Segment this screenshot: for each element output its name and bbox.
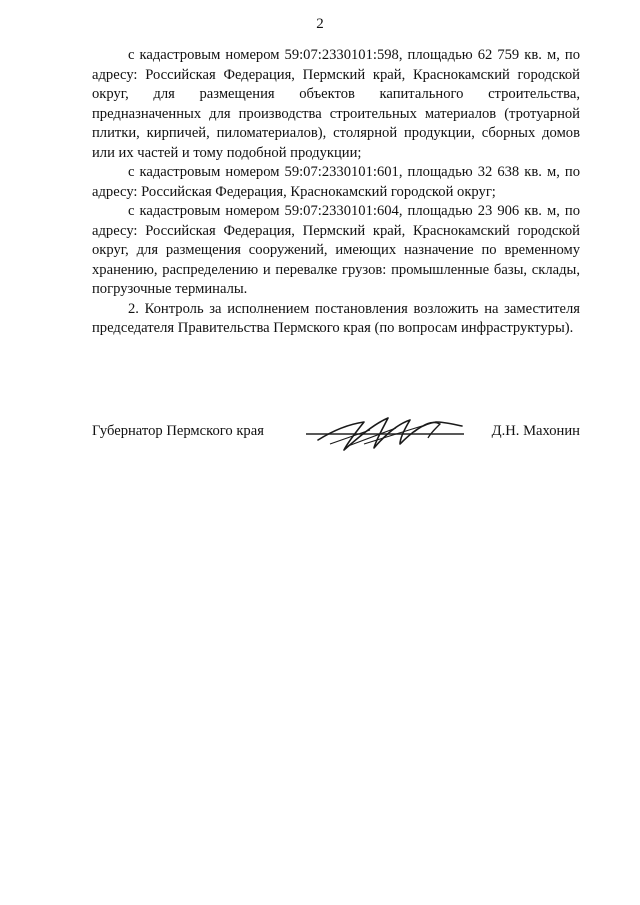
handwritten-signature-icon — [304, 410, 474, 456]
signature-block — [92, 410, 580, 456]
paragraph-parcel-598: с кадастровым номером 59:07:2330101:598, площадью 62 759 кв. м, по адресу: Российская Федерация, Пермский край, Краснокамский городской округ, для размещения объектов капитального строительства, предназначенных для производства строительных материалов (тротуарной плитки, кирпичей, пиломатериалов), столярной продукции, сборных домов или их частей и тому подобной продукции; — [92, 47, 580, 161]
paragraph-control-clause: 2. Контроль за исполнением постановления возложить на заместителя председателя Правительства Пермского края (по вопросам инфраструктуры). — [92, 300, 580, 336]
paragraph-parcel-601: с кадастровым номером 59:07:2330101:601, площадью 32 638 кв. м, по адресу: Российская Федерация, Краснокамский городской округ; — [92, 164, 580, 200]
page-number: 2 — [316, 16, 324, 32]
signer-name: Д.Н. Махонин — [491, 423, 580, 439]
paragraph-parcel-604: с кадастровым номером 59:07:2330101:604, площадью 23 906 кв. м, по адресу: Российская Федерация, Пермский край, Краснокамский городской округ, для размещения сооружений, имеющих назначение по временному хранению, распределению и перевалке грузов: промышленные базы, склады, погрузочные терминалы. — [92, 203, 580, 297]
signer-title: Губернатор Пермского края — [92, 423, 264, 439]
document-body — [92, 46, 580, 339]
